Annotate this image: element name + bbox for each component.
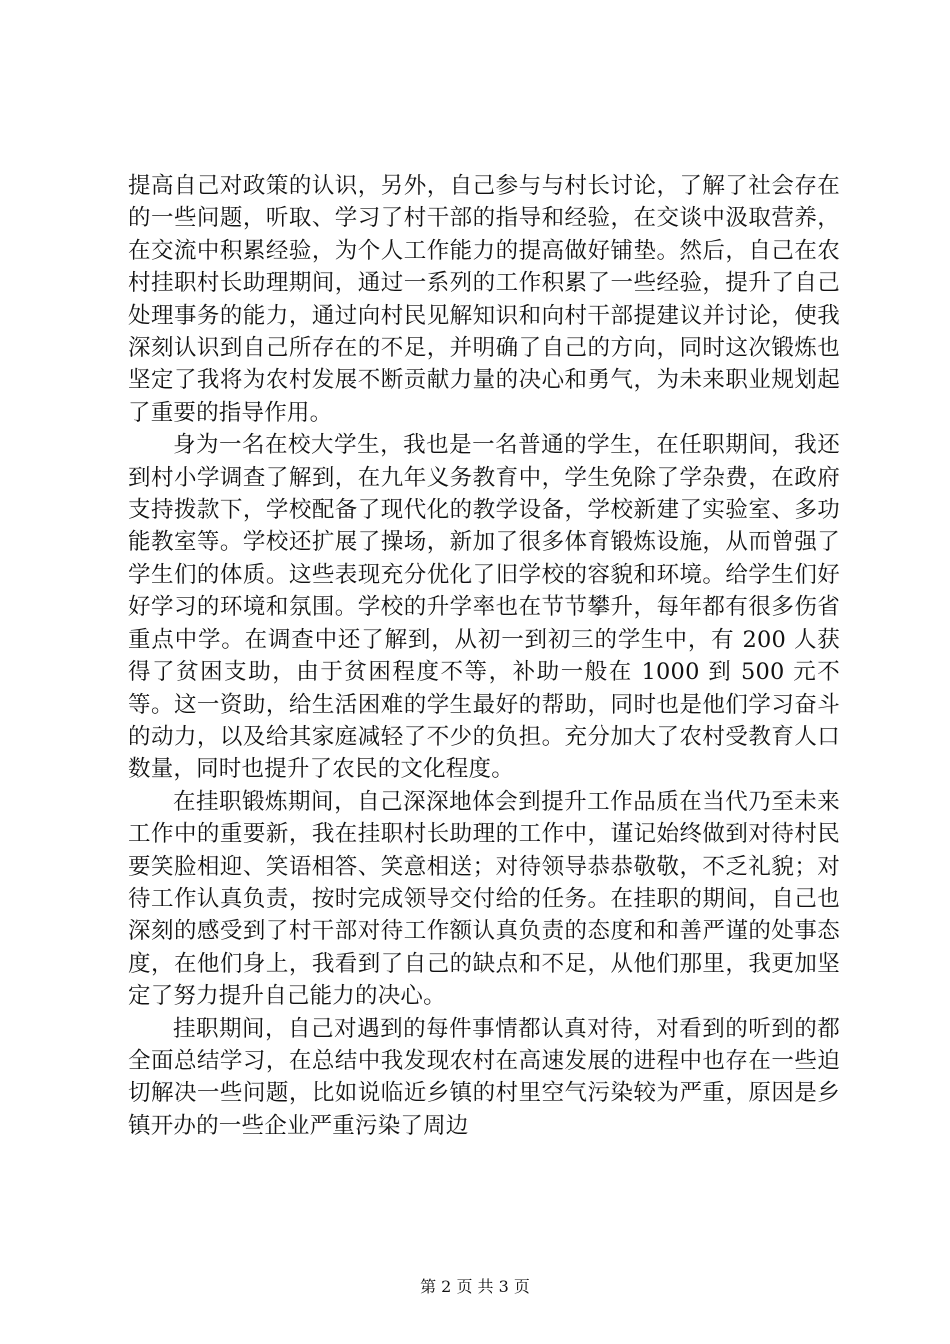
document-body <box>128 170 840 1142</box>
page-number-footer: 第 2 页 共 3 页 <box>420 1277 530 1296</box>
paragraph-1: 提高自己对政策的认识，另外，自己参与与村长讨论，了解了社会存在的一些问题，听取、学习了村干部的指导和经验，在交谈中汲取营养，在交流中积累经验，为个人工作能力的提高做好铺垫。然后，自己在农村挂职村长助理期间，通过一系列的工作积累了一些经验，提升了自己处理事务的能力，通过向村民见解知识和向村干部提建议并讨论，使我深刻认识到自己所存在的不足，并明确了自己的方向，同时这次锻炼也坚定了我将为农村发展不断贡献力量的决心和勇气，为未来职业规划起了重要的指导作用。 <box>128 173 840 426</box>
paragraph-2: 身为一名在校大学生，我也是一名普通的学生，在任职期间，我还到村小学调查了解到，在九年义务教育中，学生免除了学杂费，在政府支持拨款下，学校配备了现代化的教学设备，学校新建了实验室、多功能教室等。学校还扩展了操场，新加了很多体育锻炼设施，从而曾强了学生们的体质。这些表现充分优化了旧学校的容貌和环境。给学生们好好学习的环境和氛围。学校的升学率也在节节攀升，每年都有很多伤省重点中学。在调查中还了解到，从初一到初三的学生中，有 200 人获得了贫困支助，由于贫困程度不等，补助一般在 1000 到 500 元不等。这一资助，给生活困难的学生最好的帮助，同时也是他们学习奋斗的动力，以及给其家庭减轻了不少的负担。充分加大了农村受教育人口数量，同时也提升了农民的文化程度。 <box>128 432 840 783</box>
paragraph-4: 挂职期间，自己对遇到的每件事情都认真对待，对看到的听到的都全面总结学习，在总结中我发现农村在高速发展的进程中也存在一些迫切解决一些问题，比如说临近乡镇的村里空气污染较为严重，原因是乡镇开办的一些企业严重污染了周边 <box>128 1015 840 1139</box>
paragraph-3: 在挂职锻炼期间，自己深深地体会到提升工作品质在当代乃至未来工作中的重要新，我在挂职村长助理的工作中，谨记始终做到对待村民要笑脸相迎、笑语相答、笑意相送；对待领导恭恭敬敬，不乏礼貌；对待工作认真负责，按时完成领导交付给的任务。在挂职的期间，自己也深刻的感受到了村干部对待工作额认真负责的态度和和善严谨的处事态度，在他们身上，我看到了自己的缺点和不足，从他们那里，我更加坚定了努力提升自己能力的决心。 <box>128 788 840 1010</box>
